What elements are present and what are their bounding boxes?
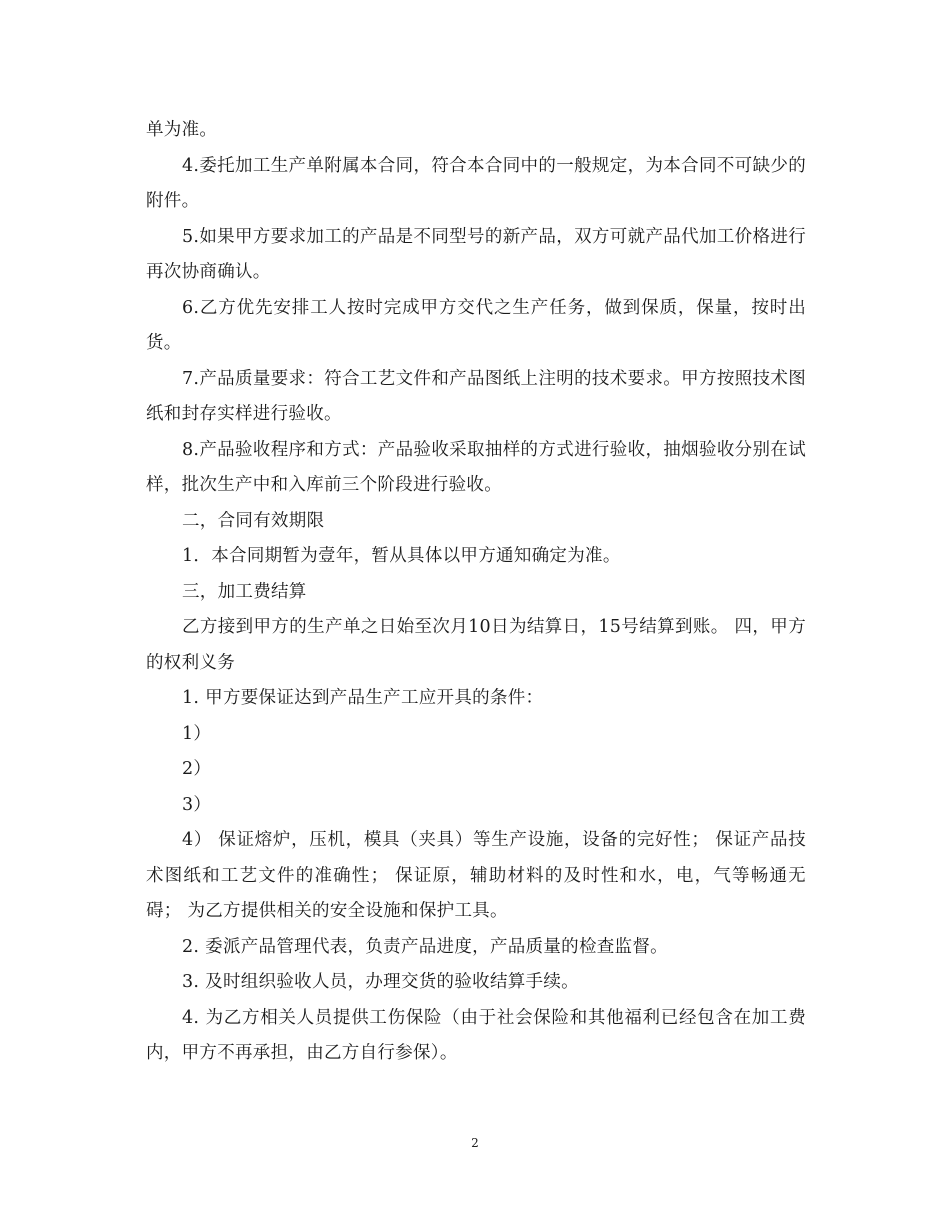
section-heading: 三，加工费结算 (182, 581, 307, 602)
paragraph: 7.产品质量要求：符合工艺文件和产品图纸上注明的技术要求。甲方按照技术图纸和封存实样进行验收。 (146, 368, 806, 424)
list-item: 3） (182, 794, 212, 815)
paragraph: 单为准。 (146, 120, 218, 140)
paragraph: 8.产品验收程序和方式：产品验收采取抽样的方式进行验收，抽烟验收分别在试样，批次生产中和入库前三个阶段进行验收。 (146, 439, 806, 495)
paragraph: 5.如果甲方要求加工的产品是不同型号的新产品，双方可就产品代加工价格进行再次协商确认。 (146, 226, 806, 282)
paragraph: 3. 及时组织验收人员，办理交货的验收结算手续。 (182, 972, 579, 992)
paragraph: 4.委托加工生产单附属本合同，符合本合同中的一般规定，为本合同不可缺少的附件。 (146, 155, 806, 211)
list-item: 4） 保证熔炉，压机，模具（夹具）等生产设施，设备的完好性； 保证产品技术图纸和工艺文件的准确性； 保证原，辅助材料的及时性和水，电，气等畅通无碍； 为乙方提供相关的安全设施和保护工具。 (146, 830, 806, 921)
list-item: 1） (182, 723, 212, 744)
list-item: 2） (182, 759, 212, 779)
paragraph: 2. 委派产品管理代表，负责产品进度，产品质量的检查监督。 (182, 936, 668, 957)
paragraph: 1. 甲方要保证达到产品生产工应开具的条件： (182, 688, 544, 708)
paragraph: 6.乙方优先安排工人按时完成甲方交代之生产任务，做到保质，保量，按时出货。 (146, 297, 806, 353)
document-body (146, 113, 806, 1072)
section-heading: 二，合同有效期限 (182, 510, 325, 531)
paragraph: 4. 为乙方相关人员提供工伤保险（由于社会保险和其他福利已经包含在加工费内，甲方不再承担，由乙方自行参保）。 (146, 1007, 806, 1063)
paragraph: 1．本合同期暂为壹年，暂从具体以甲方通知确定为准。 (182, 546, 621, 566)
paragraph: 乙方接到甲方的生产单之日始至次月10日为结算日，15号结算到账。 四，甲方的权利义务 (146, 617, 806, 673)
page-number: 2 (471, 1136, 479, 1150)
